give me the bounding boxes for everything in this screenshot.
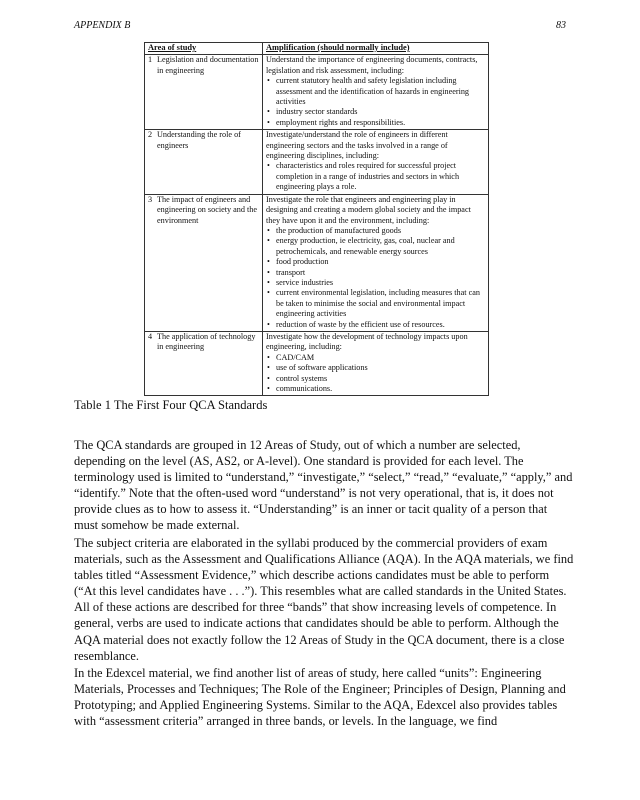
area-cell (145, 194, 263, 331)
paragraph: The QCA standards are grouped in 12 Areas of Study, out of which a number are selected, depending on the level (AS, AS2, or A-level). One standard is provided for each level. The terminology used is limited to “understand,” “investigate,” “select,” “read,” “evaluate,” “apply,” and “identify.” Note that the often-used word “understand” is not very operational, that is, it does not provide clues as to how to assess it. “Understanding” is an inner or tacit quality of a person that must somehow be made external. (74, 438, 573, 533)
area-number: 4 (148, 331, 153, 341)
table-body (145, 55, 489, 396)
list-item: • control systems (266, 374, 485, 384)
list-item: • current environmental legislation, including measures that can be taken to minimise the social and environmental impact engineering activities (266, 288, 485, 319)
list-item: • CAD/CAM (266, 353, 485, 363)
page-number: 83 (556, 20, 566, 31)
area-number: 1 (148, 55, 153, 65)
table-caption: Table 1 The First Four QCA Standards (74, 398, 268, 412)
list-item: • industry sector standards (266, 107, 485, 117)
amplification-cell (263, 194, 489, 331)
area-name: The application of technology in engineering (157, 331, 256, 352)
paragraph: The subject criteria are elaborated in the syllabi produced by the commercial providers of exam materials, such as the Assessment and Qualifications Alliance (AQA). In the AQA materials, we find tables titled “Assessment Evidence,” which describe actions candidates must be able to perform (“At this level candidates have . . .”). This resembles what are called standards in the United States. All of these actions are described for three “bands” that show increasing levels of competence. In general, verbs are used to indicate actions that candidates should be able to perform. Although the AQA material does not exactly follow the 12 Areas of Study in the QCA document, there is a close resemblance. (74, 536, 574, 663)
area-number: 3 (148, 194, 153, 204)
list-item: • communications. (266, 384, 485, 394)
area-cell (145, 331, 263, 395)
list-item: • use of software applications (266, 363, 485, 373)
amplification-list (266, 161, 485, 192)
qca-standards-table (144, 42, 489, 396)
list-item: • reduction of waste by the efficient use of resources. (266, 320, 485, 330)
paragraph: In the Edexcel material, we find another list of areas of study, here called “units”: Engineering Materials, Processes and Techniques; The Role of the Engineer; Principles of Design, Planning and Prototyping; and Applied Engineering Systems. Similar to the AQA, Edexcel also provides tables with “assessment criteria” arranged in three bands, or levels. In the language, we find (74, 666, 566, 729)
amplification-intro: Investigate the role that engineers and engineering play in designing and creating a modern global society and the impact they have upon it and the environment, including: (266, 194, 471, 225)
list-item: • energy production, ie electricity, gas, coal, nuclear and petrochemicals, and renewable energy sources (266, 236, 485, 257)
amplification-list (266, 226, 485, 330)
table-header-row (145, 43, 489, 55)
area-name: Legislation and documentation in engineering (157, 55, 259, 75)
amplification-intro: Investigate how the development of technology impacts upon engineering, including: (266, 331, 468, 352)
page-header (74, 20, 566, 34)
running-head: APPENDIX B (74, 20, 131, 31)
list-item: • service industries (266, 278, 485, 288)
column-header-area: Area of study (145, 43, 263, 55)
list-item: • employment rights and responsibilities. (266, 118, 485, 128)
area-number: 2 (148, 130, 153, 140)
amplification-cell (263, 130, 489, 194)
list-item: • characteristics and roles required for successful project completion in a range of industries and sectors in which engineering plays a role. (266, 161, 485, 192)
amplification-intro: Understand the importance of engineering documents, contracts, legislation and risk assessment, including: (266, 55, 478, 75)
list-item: • the production of manufactured goods (266, 226, 485, 236)
list-item: • transport (266, 268, 485, 278)
area-name: The impact of engineers and engineering on society and the environment (157, 194, 258, 225)
amplification-intro: Investigate/understand the role of engineers in different engineering sectors and the tasks involved in a range of engineering disciplines, including: (266, 130, 448, 161)
list-item: • food production (266, 257, 485, 267)
table-row (145, 130, 489, 194)
table-row (145, 194, 489, 331)
amplification-cell (263, 55, 489, 130)
area-name: Understanding the role of engineers (157, 130, 241, 150)
amplification-list (266, 353, 485, 395)
amplification-list (266, 76, 485, 128)
table-row (145, 55, 489, 130)
area-cell (145, 130, 263, 194)
column-header-amplification: Amplification (should normally include) (263, 43, 489, 55)
table-row (145, 331, 489, 395)
area-cell (145, 55, 263, 130)
amplification-cell (263, 331, 489, 395)
list-item: • current statutory health and safety legislation including assessment and the identification of hazards in engineering activities (266, 76, 485, 107)
